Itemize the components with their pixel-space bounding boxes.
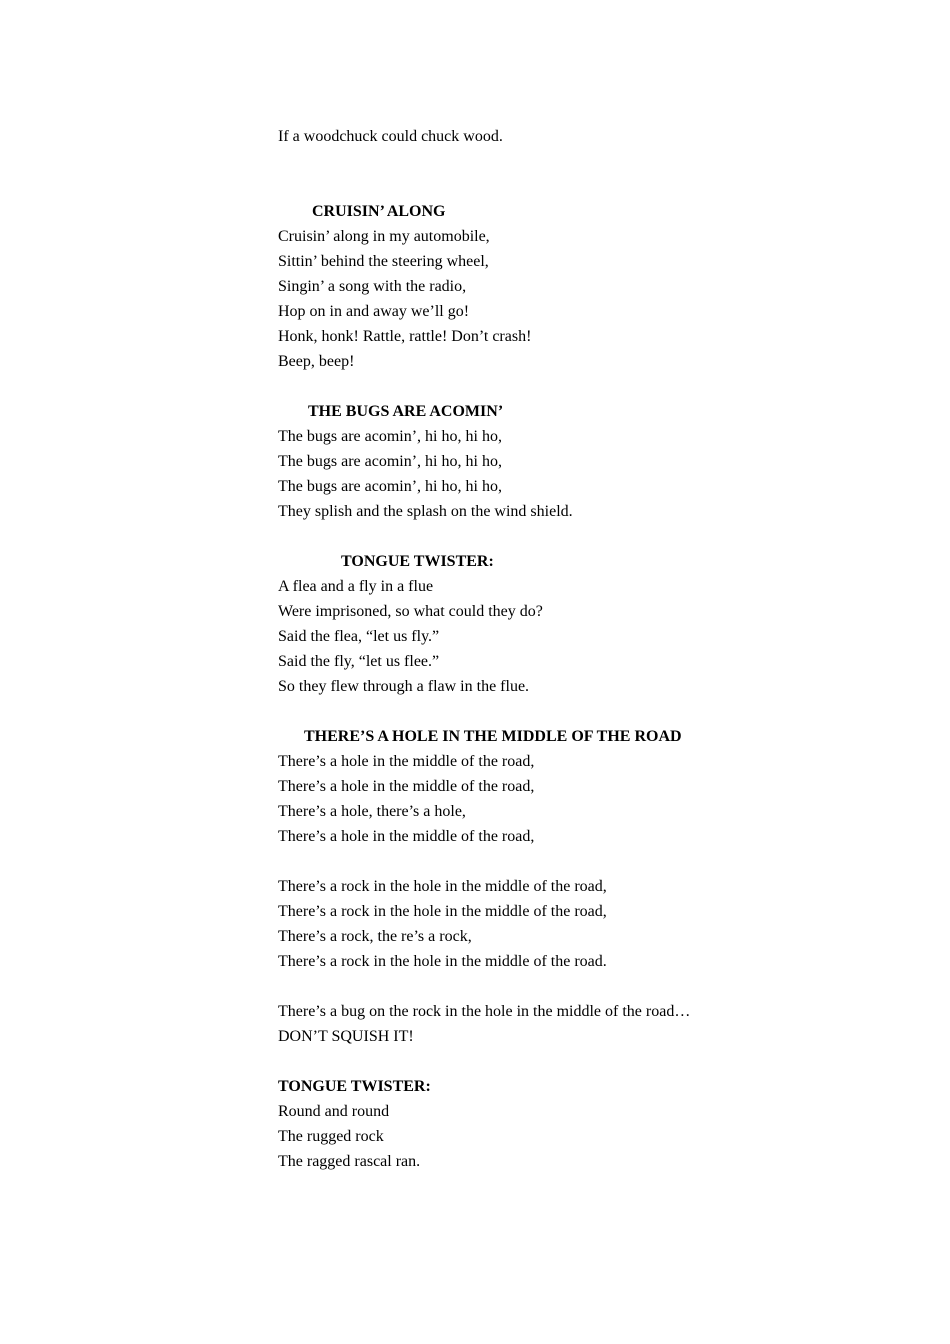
tongue-twister-title: TONGUE TWISTER: [341, 553, 494, 570]
lyric-line: DON’T SQUISH IT! [278, 1028, 414, 1045]
lyric-line: The rugged rock [278, 1128, 384, 1145]
lyric-line: Cruisin’ along in my automobile, [278, 228, 490, 245]
lyric-line: There’s a rock in the hole in the middle of the road, [278, 878, 607, 895]
lyric-line: The bugs are acomin’, hi ho, hi ho, [278, 478, 502, 495]
lyric-line: The bugs are acomin’, hi ho, hi ho, [278, 428, 502, 445]
lyric-line: There’s a hole in the middle of the road, [278, 828, 535, 845]
spacer [278, 374, 918, 399]
lyric-line: There’s a rock in the hole in the middle of the road. [278, 953, 607, 970]
lyric-line: Hop on in and away we’ll go! [278, 303, 470, 320]
lyric-line: Said the flea, “let us fly.” [278, 628, 440, 645]
intro-line: If a woodchuck could chuck wood. [278, 128, 503, 145]
lyric-line: Round and round [278, 1103, 390, 1120]
tongue-twister-title: TONGUE TWISTER: [278, 1078, 431, 1095]
lyric-line: So they flew through a flaw in the flue. [278, 678, 530, 695]
lyric-line: Sittin’ behind the steering wheel, [278, 253, 489, 270]
lyric-line: There’s a hole in the middle of the road, [278, 753, 535, 770]
lyric-line: Said the fly, “let us flee.” [278, 653, 440, 670]
lyric-line: There’s a rock, the re’s a rock, [278, 928, 472, 945]
spacer [278, 174, 918, 199]
lyric-line: Honk, honk! Rattle, rattle! Don’t crash! [278, 328, 532, 345]
spacer [278, 849, 918, 874]
lyric-line: The bugs are acomin’, hi ho, hi ho, [278, 453, 502, 470]
lyric-line: Singin’ a song with the radio, [278, 278, 467, 295]
spacer [278, 974, 918, 999]
document-page [278, 124, 918, 1174]
song-title-hole: THERE’S A HOLE IN THE MIDDLE OF THE ROAD [304, 728, 682, 745]
lyric-line: Beep, beep! [278, 353, 355, 370]
spacer [278, 149, 918, 174]
lyric-line: There’s a hole in the middle of the road, [278, 778, 535, 795]
lyric-line: Were imprisoned, so what could they do? [278, 603, 543, 620]
lyric-line: There’s a rock in the hole in the middle of the road, [278, 903, 607, 920]
spacer [278, 1049, 918, 1074]
song-title-bugs: THE BUGS ARE ACOMIN’ [308, 403, 504, 420]
lyric-line: There’s a hole, there’s a hole, [278, 803, 466, 820]
lyric-line: A flea and a fly in a flue [278, 578, 434, 595]
song-title-cruisin: CRUISIN’ ALONG [312, 203, 446, 220]
lyric-line: The ragged rascal ran. [278, 1153, 421, 1170]
spacer [278, 699, 918, 724]
spacer [278, 524, 918, 549]
lyric-line: There’s a bug on the rock in the hole in the middle of the road… [278, 1003, 691, 1020]
lyric-line: They splish and the splash on the wind shield. [278, 503, 573, 520]
